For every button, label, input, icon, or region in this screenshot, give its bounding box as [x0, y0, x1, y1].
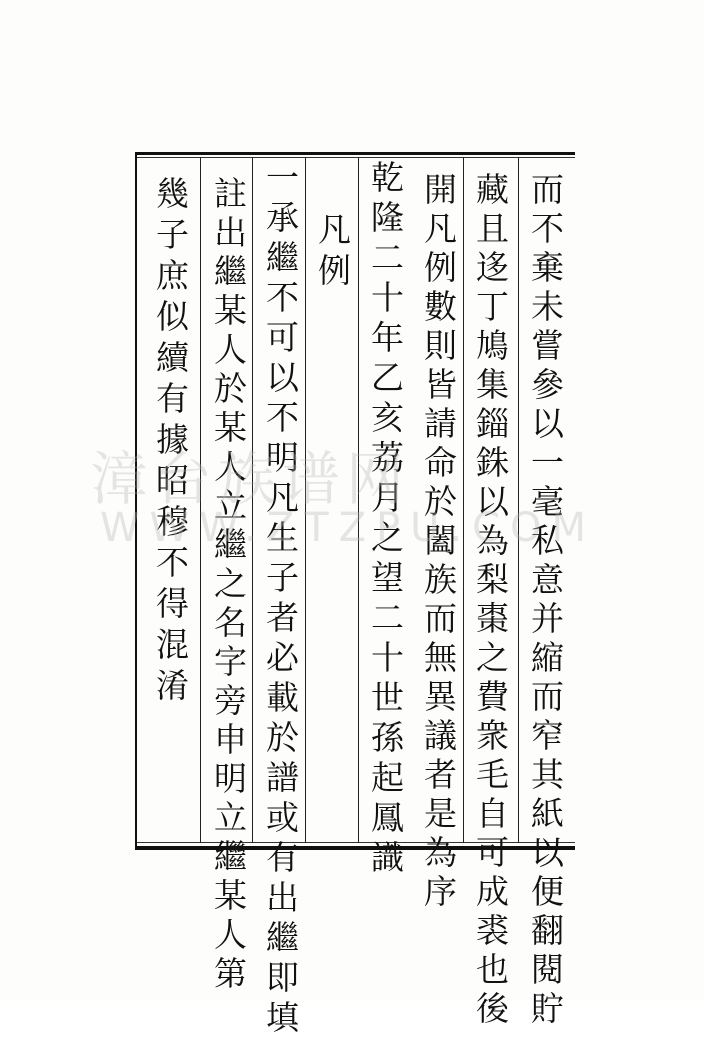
- text-column-8: 幾子庶似續有據昭穆不得混淆: [151, 176, 190, 709]
- text-column-2: 藏且迻丁鳩集錙銖以為梨棗之費衆毛自可成裘也後: [471, 172, 510, 1030]
- text-column-6: 一承繼不可以不明凡生子者必載於譜或有出繼即填: [261, 160, 300, 1040]
- text-column-1: 而不棄未嘗參以一毫私意并縮而窄其紙以便翻閱貯: [526, 172, 565, 1030]
- text-column-3: 開凡例數則皆請命於闔族而無異議者是為序: [419, 172, 458, 913]
- section-heading-fanli: 凡例: [313, 212, 352, 294]
- watermark-url: WWW.ZTZPU.COM: [100, 505, 597, 551]
- frame-top-inner-border: [135, 157, 575, 158]
- text-column-7: 註出繼某人於某人立繼之名字旁申明立繼某人第: [209, 176, 248, 995]
- text-column-4-signature: 乾隆二十年乙亥荔月之望二十世孫起鳳識: [366, 160, 405, 880]
- watermark-text: 漳台族谱网: [90, 445, 411, 513]
- frame-top-border: [135, 152, 575, 155]
